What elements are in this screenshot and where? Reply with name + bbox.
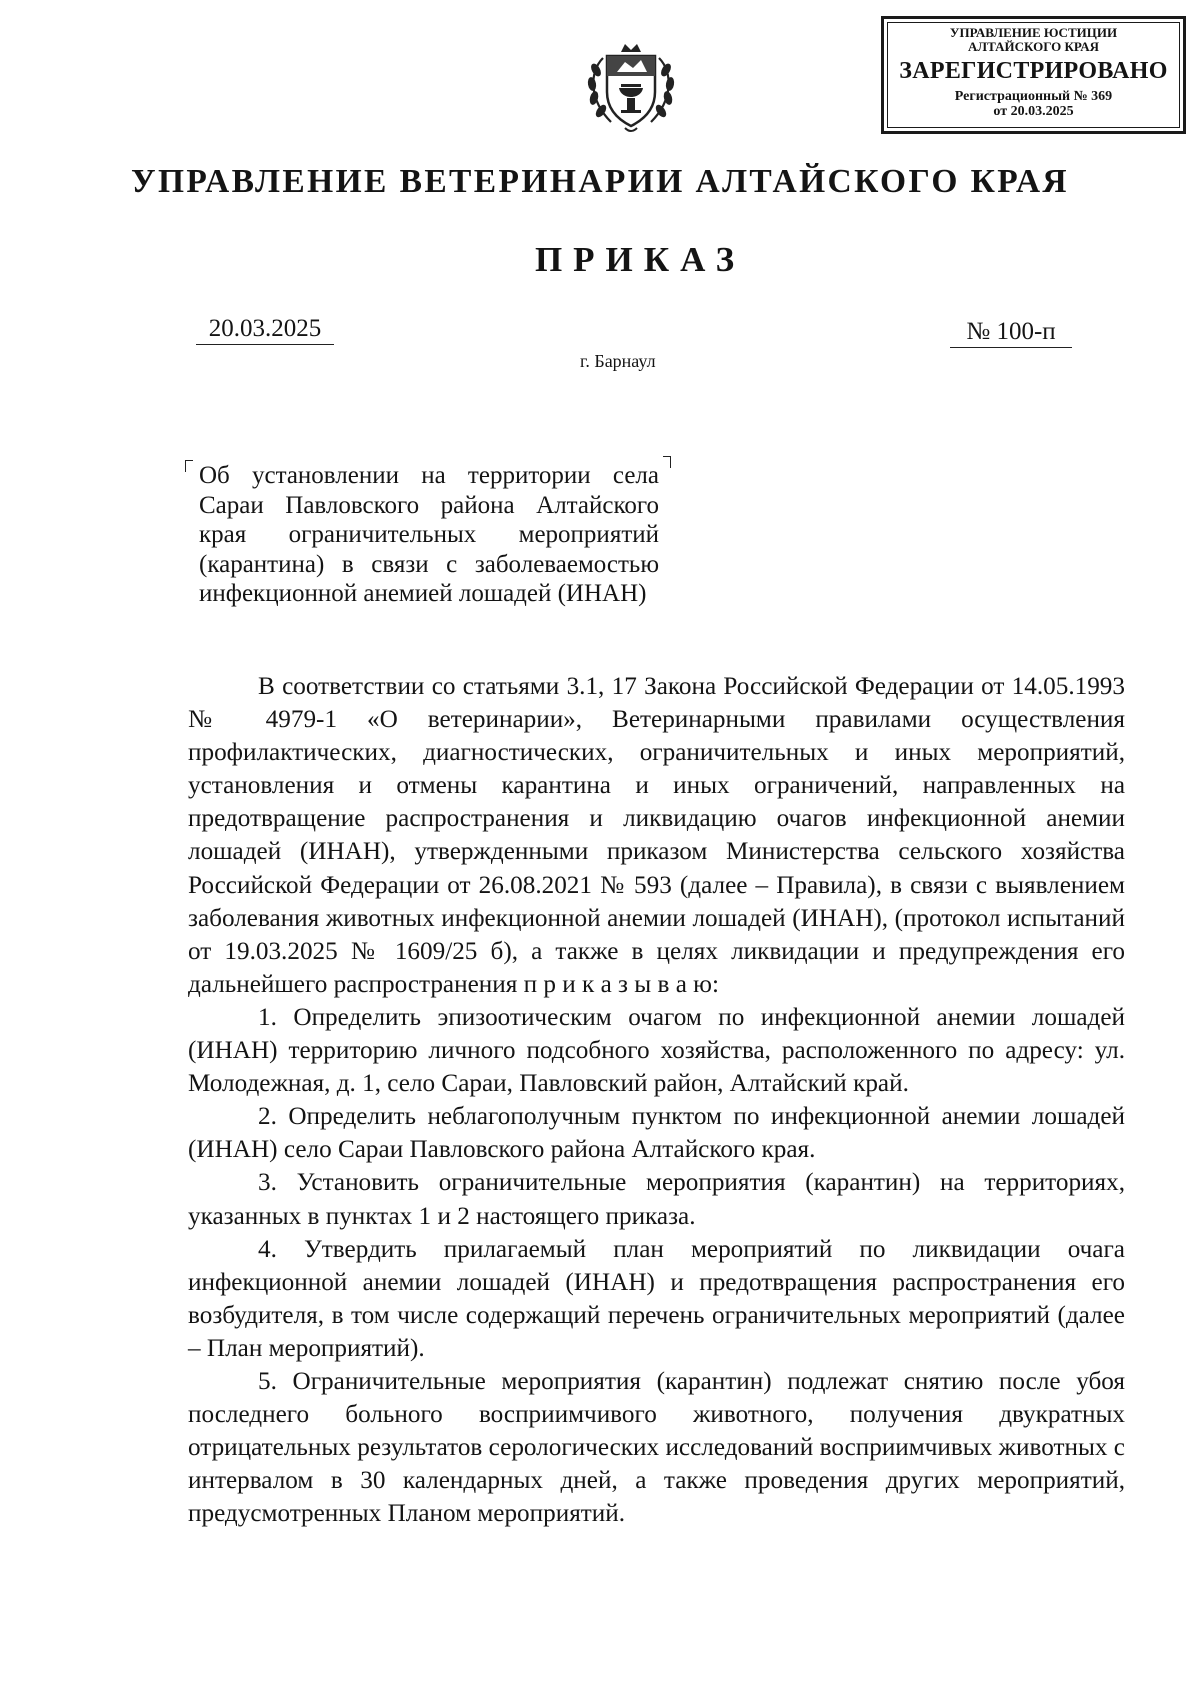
document-city: г. Барнаул [580,351,656,371]
subject-corner-right [663,456,671,468]
order-item-2: 2. Определить неблагополучным пунктом по инфекционной анемии лошадей (ИНАН) село Сараи Павловского района Алтайского края. [188,1103,1125,1164]
order-item-4: 4. Утвердить прилагаемый план мероприятий по ликвидации очага инфекционной анемии лошадей (ИНАН) и предотвращения распространения его возбудителя, в том числе содержащий перечень ограничительных мероприятий (далее – План мероприятий). [188,1235,1125,1362]
document-date: 20.03.2025 [196,313,334,345]
order-item-3: 3. Установить ограничительные мероприятия (карантин) на территориях, указанных в пунктах 1 и 2 настоящего приказа. [188,1169,1125,1230]
order-item-1: 1. Определить эпизоотическим очагом по инфекционной анемии лошадей (ИНАН) территорию личного подсобного хозяйства, расположенного по адресу: ул. Молодежная, д. 1, село Сараи, Павловский район, Алтайский край. [188,1003,1125,1098]
document-type: ПРИКАЗ [534,240,746,279]
stamp-inner-border [887,22,1180,128]
document-number: № 100-п [950,316,1072,348]
organization-title: УПРАВЛЕНИЕ ВЕТЕРИНАРИИ АЛТАЙСКОГО КРАЯ [130,163,1070,200]
stamp-reg-number: Регистрационный № 369 [954,88,1113,104]
stamp-reg-date: от 20.03.2025 [993,104,1074,120]
stamp-org-line-1: УПРАВЛЕНИЕ ЮСТИЦИИ [949,25,1118,40]
stamp-status: ЗАРЕГИСТРИРОВАНО [899,58,1168,85]
altai-krai-coat-of-arms-icon [581,38,681,134]
preamble-paragraph: В соответствии со статьями 3.1, 17 Закона Российской Федерации от 14.05.1993 № 4979-1 «О ветеринарии», Ветеринарными правилами осуществления профилактических, диагностических, ограничительных и иных мероприятий, установления и отмены карантина и иных ограничений, направленных на предотвращение распространения и ликвидацию очагов инфекционной анемии лошадей (ИНАН), утвержденными приказом Министерства сельского хозяйства Российской Федерации от 26.08.2021 № 593 (далее – Правила), в связи с выявлением заболевания животных инфекционной анемии лошадей (ИНАН), (протокол испытаний от 19.03.2025 № 1609/25 б), а также в целях ликвидации и предупреждения его дальнейшего распространения п р и к а з ы в а ю: [188,673,1125,998]
document-subject: Об установлении на территории села Сараи Павловского района Алтайского края ограничительных мероприятий (карантина) в связи с заболеваемостью инфекционной анемией лошадей (ИНАН) [199,462,659,607]
stamp-org-line-2: АЛТАЙСКОГО КРАЯ [968,39,1099,55]
document-body [188,670,1125,1530]
order-item-5: 5. Ограничительные мероприятия (карантин) подлежат снятию после убоя последнего больного восприимчивого животного, получения двукратных отрицательных результатов серологических исследований восприимчивых животных с интервалом в 30 календарных дней, а также проведения других мероприятий, предусмотренных Планом мероприятий. [188,1367,1125,1528]
registration-stamp [881,16,1186,134]
subject-corner-left [185,460,193,472]
